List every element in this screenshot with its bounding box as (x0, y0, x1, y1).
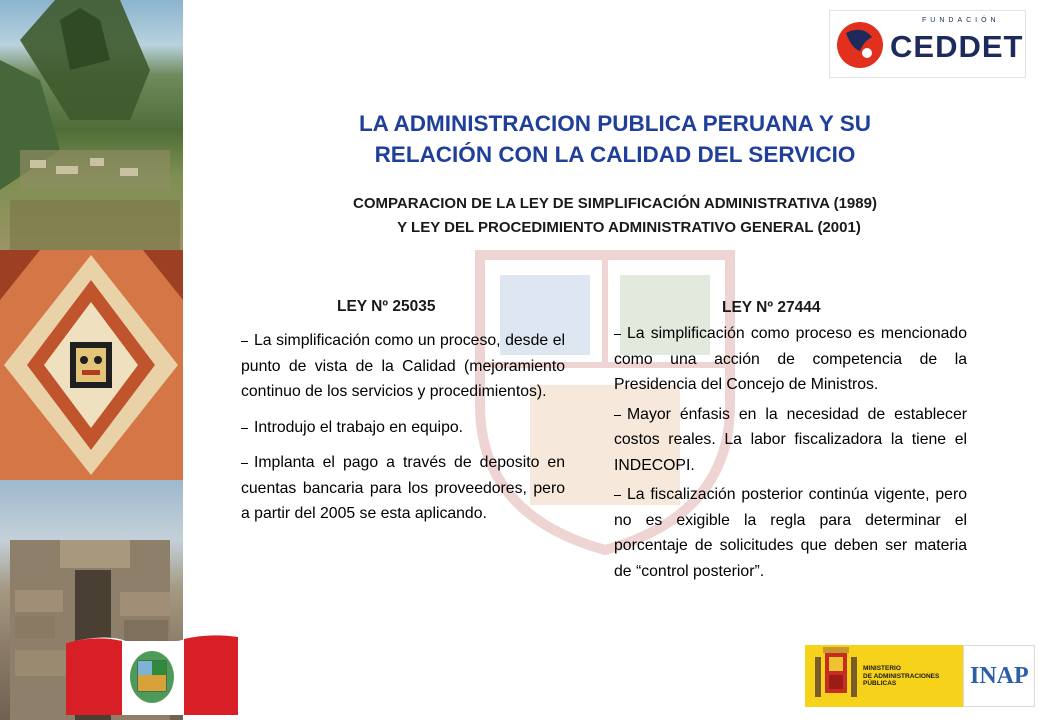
inap-logo-box (963, 645, 1035, 707)
dash-bullet-icon (241, 428, 248, 429)
page-subtitle (205, 192, 1025, 240)
subtitle-line-1: COMPARACION DE LA LEY DE SIMPLIFICACIÓN ADMINISTRATIVA (1989) (353, 195, 877, 212)
list-item (614, 321, 967, 398)
dash-bullet-icon (614, 495, 621, 496)
decorative-photo-strip (0, 0, 183, 720)
dash-bullet-icon (241, 463, 248, 464)
dash-bullet-icon (614, 415, 621, 416)
dash-bullet-icon (614, 334, 621, 335)
left-column-heading: LEY Nº 25035 (337, 298, 436, 315)
title-line-2: RELACIÓN CON LA CALIDAD DEL SERVICIO (374, 142, 856, 167)
ceddet-name-text: CEDDET (890, 29, 1024, 64)
page-title (210, 108, 1020, 170)
ministry-line-3: PÚBLICAS (863, 680, 897, 687)
title-line-1: LA ADMINISTRACION PUBLICA PERUANA Y SU (358, 111, 872, 136)
inap-text: INAP (970, 663, 1029, 689)
right-column-ley-27444 (614, 295, 967, 588)
ceddet-fundacion-text: FUNDACIÓN (922, 17, 1000, 24)
ceddet-logo (829, 10, 1026, 78)
list-item (614, 402, 967, 479)
right-column-heading: LEY Nº 27444 (722, 299, 821, 316)
list-item (241, 415, 565, 441)
ministry-line-2: DE ADMINISTRACIONES (863, 672, 940, 680)
list-item (241, 328, 565, 405)
subtitle-line-2: Y LEY DEL PROCEDIMIENTO ADMINISTRATIVO GENERAL (2001) (397, 219, 861, 236)
list-item (241, 450, 565, 527)
list-item-text: Implanta el pago a través de deposito en cuentas bancaria para los proveedores, pero a partir del 2005 se esta aplicando. (241, 454, 565, 522)
list-item-text: La fiscalización posterior continúa vigente, pero no es exigible la regla para determinar el porcentaje de solicitudes que deben ser materia de “control posterior”. (614, 486, 967, 580)
ministerio-inap-logo (805, 645, 1035, 707)
dash-bullet-icon (241, 341, 248, 342)
list-item-text: Introdujo el trabajo en equipo. (254, 418, 464, 436)
machu-picchu-photo (0, 0, 183, 250)
left-column-ley-25035 (241, 294, 565, 537)
list-item-text: Mayor énfasis en la necesidad de establecer costos reales. La labor fiscalizadora la tiene el INDECOPI. (614, 405, 967, 474)
inca-textile-photo (0, 250, 183, 480)
list-item-text: La simplificación como un proceso, desde el punto de vista de la Calidad (mejoramiento continuo de los servicios y procedimientos). (241, 332, 565, 400)
ministry-line-1: MINISTERIO (863, 665, 901, 672)
coat-of-arms-icon (811, 645, 863, 707)
list-item-text: La simplificación como proceso es mencionado como una acción de competencia de la Presidencia del Concejo de Ministros. (614, 325, 967, 393)
peru-flag-image (66, 633, 238, 715)
ministerio-logo (805, 645, 963, 707)
list-item (614, 482, 967, 584)
